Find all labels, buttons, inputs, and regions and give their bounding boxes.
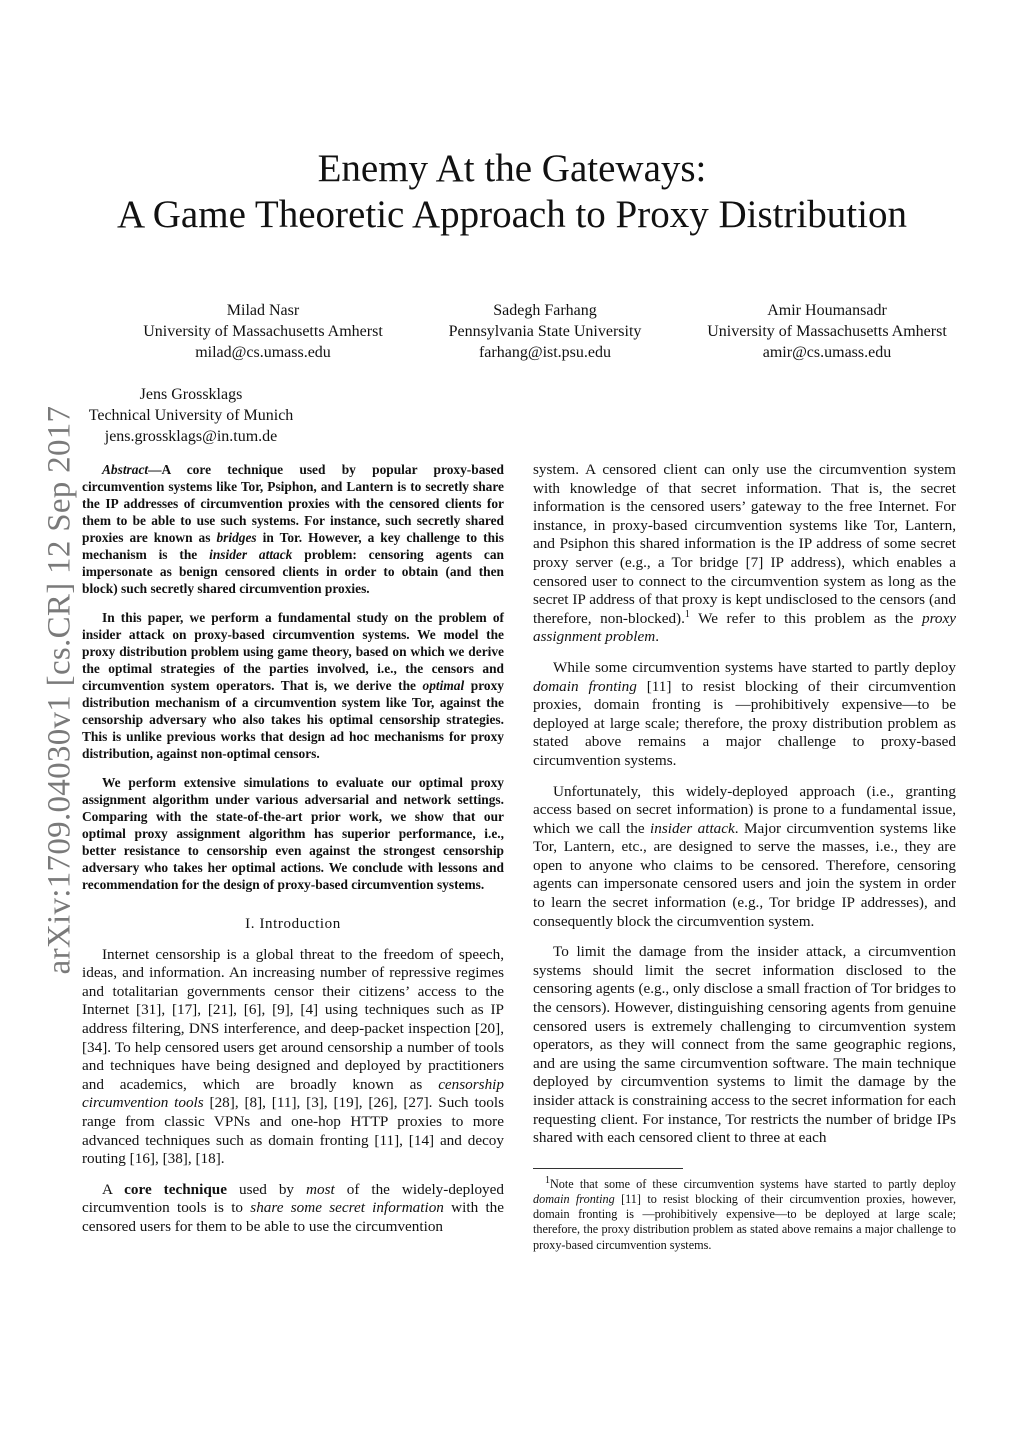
author-email: milad@cs.umass.edu [195, 344, 331, 361]
arxiv-identifier: arXiv:1709.04030v1 [cs.CR] 12 Sep 2017 [41, 405, 78, 975]
introduction-left [82, 946, 504, 1237]
introduction-right [533, 461, 956, 1148]
left-column [82, 461, 504, 1249]
abstract-paragraph-2: In this paper, we perform a fundamental study on the problem of insider attack on proxy-based circumvention systems. We model the proxy distribution problem using game theory, based on which we derive the optimal strategies of the parties involved, i.e., the censors and circumvention system operators. That is, we derive the optimal proxy distribution mechanism of a circumvention system like Tor, against the censorship adversary who also takes his optimal censorship strategies. This is unlike previous works that design ad hoc mechanisms for proxy distribution, against non-optimal censors. [82, 610, 504, 761]
footnote: $^1$Note that some of these circumvention systems have started to partly deploy domain fronting [11] to resist blocking of their circumvention proxies, however, domain fronting is —prohibitively expensive—to be deployed at large scale; therefore, the proxy distribution problem as stated above remains a major challenge to proxy-based circumvention systems. [533, 1174, 957, 1252]
intro-paragraph-4: While some circumvention systems have started to partly deploy domain fronting [11] to resist blocking of their circumvention proxies, domain fronting is —prohibitively expensive—to be deployed at large scale; therefore, the proxy distribution problem as stated above remains a major challenge to proxy-based circumvention systems. [533, 658, 956, 769]
author-email: farhang@ist.psu.edu [478, 344, 612, 361]
abstract [82, 461, 504, 893]
author-affiliation: Technical University of Munich [88, 407, 294, 424]
intro-paragraph-1: Internet censorship is a global threat to the freedom of speech, ideas, and information. An increasing number of repressive regimes and totalitarian governments censor their citizens’ access to the Internet [31], [17], [21], [6], [9], [4] using techniques such as IP address filtering, DNS interference, and deep-packet inspection [20], [34]. To help censored users get around censorship a number of tools and techniques have being designed and deployed by practitioners and academics, which are broadly known as censorship circumvention tools [28], [8], [11], [3], [19], [26], [27]. Such tools range from classic VPNs and one-hop HTTP proxies to more advanced techniques such as domain fronting [11], [14] and decoy routing [16], [38], [18]. [82, 945, 504, 1168]
paper-title [0, 146, 1024, 238]
intro-paragraph-5: Unfortunately, this widely-deployed approach (i.e., granting access based on secret information) is prone to a fundamental issue, which we call the insider attack. Major circumvention systems like Tor, Lantern, etc., are designed to serve the masses, i.e., they are open to anyone who claims to be censored. Therefore, censoring agents can impersonate censored users and join the system in order to learn the secret information (e.g., Tor bridge IP addresses), and consequently block the circumvention system. [533, 782, 956, 930]
author-block-3 [696, 300, 958, 363]
author-affiliation: University of Massachusetts Amherst [707, 323, 947, 340]
author-email: jens.grossklags@in.tum.de [104, 428, 278, 445]
intro-paragraph-3: system. A censored client can only use the circumvention system with knowledge of that secret information. That is, the secret information is the censored users’ gateway to the free Internet. For instance, in proxy-based circumvention systems like Tor, Lantern, and Psiphon this shared information is the IP address of some secret proxy server (e.g., a Tor bridge [7] IP address), which enables a censored user to connect to the circumvention system as long as the secret IP address of that proxy is kept undisclosed to the censors (and therefore, non-blocked).$^1$ We refer to this problem as the proxy assignment problem. [533, 461, 956, 646]
author-name: Milad Nasr [226, 302, 300, 319]
footnote-marker: 1 [684, 608, 690, 620]
section-heading-introduction: I. Introduction [245, 916, 341, 932]
author-block-1 [132, 300, 394, 363]
author-affiliation: Pennsylvania State University [448, 323, 642, 340]
intro-paragraph-2: A core technique used by most of the widely-deployed circumvention tools is to share some secret information with the censored users for them to be able to use the circumvention [82, 1180, 504, 1235]
abstract-label: Abstract [102, 462, 149, 477]
author-name: Amir Houmansadr [767, 302, 887, 319]
abstract-paragraph-3: We perform extensive simulations to evaluate our optimal proxy assignment algorithm under various adversarial and network settings. Comparing with the state-of-the-art prior work, we show that our optimal proxy assignment algorithm has superior performance, i.e., better resistance to censorship even against the strongest censorship adversary who takes her optimal actions. We conclude with lessons and recommendation for the design of proxy-based circumvention systems. [82, 775, 504, 892]
title-line-2: A Game Theoretic Approach to Proxy Distribution [117, 193, 907, 236]
author-block-2 [430, 300, 660, 363]
author-block-4 [76, 384, 306, 447]
author-name: Jens Grossklags [139, 386, 243, 403]
title-line-1: Enemy At the Gateways: [317, 147, 707, 190]
footnote-divider [533, 1168, 683, 1169]
abstract-paragraph-1: Abstract—A core technique used by popular proxy-based circumvention systems like Tor, Psiphon, and Lantern is to secretly share the IP addresses of circumvention proxies with the censored clients for them to be able to use such systems. For instance, such secretly shared proxies are known as bridges in Tor. However, a key challenge to this mechanism is the insider attack problem: censoring agents can impersonate as benign censored clients in order to obtain (and then block) such secretly shared circumvention proxies. [82, 462, 504, 596]
right-column [533, 461, 956, 1253]
author-affiliation: University of Massachusetts Amherst [143, 323, 383, 340]
footnote-number: 1 [545, 1174, 550, 1186]
intro-paragraph-6: To limit the damage from the insider attack, a circumvention systems should limit the secret information disclosed to the censoring agents (e.g., only disclose a small fraction of Tor bridges to the censors). However, distinguishing censoring agents from genuine censored users is extremely challenging to circumvention system operators, as they will connect from the same geographic regions, and are using the same circumvention software. The main technique deployed by circumvention systems to limit the damage by the insider attack is constraining access to the secret information for each requesting client. For instance, Tor restricts the number of bridge IPs shared with each censored client to three at each [533, 943, 956, 1147]
author-name: Sadegh Farhang [493, 302, 597, 319]
author-email: amir@cs.umass.edu [762, 344, 892, 361]
